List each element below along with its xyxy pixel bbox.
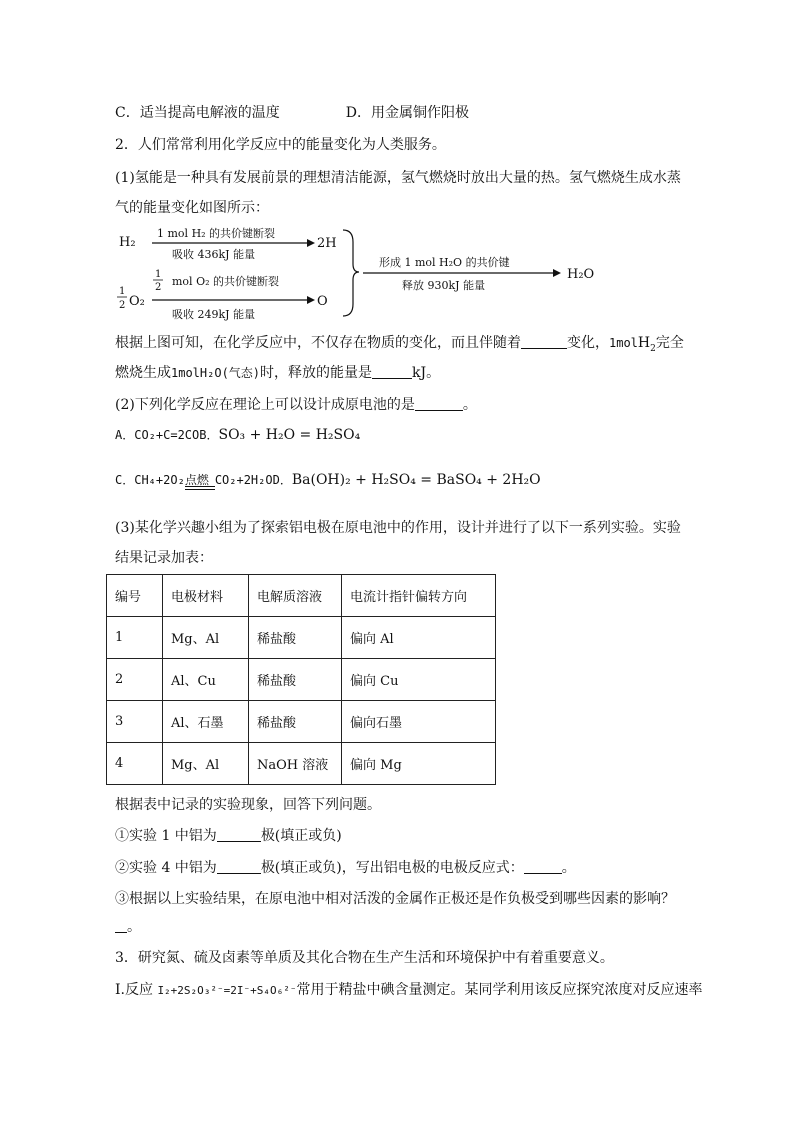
question-2-3-line-b: 结果记录加表： xyxy=(115,550,213,566)
form-bond-label: 形成 1 mol H₂O 的共价键 xyxy=(379,256,510,269)
o2-absorb-label: 吸收 249kJ 能量 xyxy=(172,308,256,321)
h2-break-label: 1 mol H₂ 的共价键断裂 xyxy=(157,227,276,240)
o2-arrow-head xyxy=(307,296,315,304)
o-label: O xyxy=(317,294,328,309)
table-cell: 2 xyxy=(107,659,163,701)
table-header: 电解质溶液 xyxy=(249,575,342,617)
subquestion-3-answer: 。 xyxy=(115,917,141,937)
subquestion-1: ①实验 1 中铝为 极(填正或负) xyxy=(115,828,342,844)
o2-label: O₂ xyxy=(129,294,145,309)
table-cell: 偏向 Mg xyxy=(342,743,496,785)
option-c: C．适当提高电解液的温度 xyxy=(115,105,280,121)
diagram-conclusion-line-b: 燃烧生成1molH₂O(气态)时，释放的能量是 kJ。 xyxy=(115,365,441,381)
subquestion-3: ③根据以上实验结果，在原电池中相对活泼的金属作正极还是作负极受到哪些因素的影响？ xyxy=(115,891,675,907)
table-cell: 4 xyxy=(107,743,163,785)
h2o-label: H₂O xyxy=(567,267,595,282)
options-c-d: C．CH₄+2O₂ 点燃 CO₂+2H₂OD．Ba(OH)₂ + H₂SO₄ = BaSO₄ + 2H₂O xyxy=(115,472,541,488)
table-cell: Mg、Al xyxy=(163,617,249,659)
table-cell: 3 xyxy=(107,701,163,743)
table-header: 编号 xyxy=(107,575,163,617)
blank-kj[interactable] xyxy=(372,364,412,379)
question-3-title: 3．研究氮、硫及卤素等单质及其化合物在生产生活和环境保护中有着重要意义。 xyxy=(115,950,614,966)
table-cell: 偏向石墨 xyxy=(342,701,496,743)
table-row xyxy=(107,617,496,659)
table-cell: Mg、Al xyxy=(163,743,249,785)
h2-absorb-label: 吸收 436kJ 能量 xyxy=(172,248,256,261)
options-a-b: A．CO₂+C=2COB．SO₃ + H₂O = H₂SO₄ xyxy=(115,427,361,443)
option-b-equation: SO₃ + H₂O = H₂SO₄ xyxy=(218,427,361,443)
table-cell: 稀盐酸 xyxy=(249,701,342,743)
question-2-title: 2．人们常常利用化学反应中的能量变化为人类服务。 xyxy=(115,137,446,153)
option-d-equation: Ba(OH)₂ + H₂SO₄ = BaSO₄ + 2H₂O xyxy=(291,472,541,488)
table-header: 电流计指针偏转方向 xyxy=(342,575,496,617)
blank-exp4[interactable] xyxy=(217,859,261,874)
h2-arrow-head xyxy=(307,239,315,247)
o2-coef-num: 1 xyxy=(119,286,126,297)
o2-fraction-den: 2 xyxy=(155,282,162,293)
o2-break-label: mol O₂ 的共价键断裂 xyxy=(172,275,279,288)
blank-exp1[interactable] xyxy=(217,827,261,842)
table-cell: Al、石墨 xyxy=(163,701,249,743)
table-header: 电极材料 xyxy=(163,575,249,617)
question-2-2: (2)下列化学反应在理论上可以设计成原电池的是 。 xyxy=(115,397,477,413)
table-cell: 1 xyxy=(107,617,163,659)
diagram-conclusion-line-a: 根据上图可知，在化学反应中，不仅存在物质的变化，而且伴随着 变化，1molH$_2$完全 xyxy=(115,335,684,354)
bracket xyxy=(343,230,359,316)
question-2-3-line-a: (3)某化学兴趣小组为了探索铝电极在原电池中的作用，设计并进行了以下一系列实验。实验 xyxy=(115,520,681,536)
blank-electrode-equation[interactable] xyxy=(524,859,562,874)
release-label: 释放 930kJ 能量 xyxy=(402,279,486,292)
h2-label: H₂ xyxy=(119,235,136,250)
question-2-1-line-b: 气的能量变化如图所示： xyxy=(115,200,269,216)
form-arrow-head xyxy=(553,269,561,277)
subquestion-2: ②实验 4 中铝为 极(填正或负)，写出铝电极的电极反应式： 。 xyxy=(115,860,576,876)
option-c-d-line xyxy=(115,103,469,123)
table-cell: 稀盐酸 xyxy=(249,659,342,701)
table-row xyxy=(107,701,496,743)
energy-diagram xyxy=(117,222,607,324)
o2-coef-den: 2 xyxy=(119,300,126,311)
table-cell: 稀盐酸 xyxy=(249,617,342,659)
table-row xyxy=(107,743,496,785)
table-cell: 偏向 Al xyxy=(342,617,496,659)
question-2-1-line-a: (1)氢能是一种具有发展前景的理想清洁能源，氢气燃烧时放出大量的热。氢气燃烧生成水蒸 xyxy=(115,170,681,186)
table-row xyxy=(107,659,496,701)
table-cell: 偏向 Cu xyxy=(342,659,496,701)
option-d: D．用金属铜作阳极 xyxy=(345,105,469,121)
blank-factors[interactable] xyxy=(115,918,127,933)
table-cell: Al、Cu xyxy=(163,659,249,701)
table-cell: NaOH 溶液 xyxy=(249,743,342,785)
table-followup: 根据表中记录的实验现象，回答下列问题。 xyxy=(115,797,381,813)
blank-energy[interactable] xyxy=(521,334,567,349)
blank-battery[interactable] xyxy=(415,396,463,411)
table-header-row xyxy=(107,575,496,617)
experiment-table xyxy=(106,574,496,785)
2h-label: 2H xyxy=(317,236,337,251)
o2-fraction-num: 1 xyxy=(155,269,162,280)
question-3-I: I.反应 I₂+2S₂O₃²⁻=2I⁻+S₄O₆²⁻常用于精盐中碘含量测定。某同学利用该反应探究浓度对反应速率 xyxy=(115,982,703,998)
